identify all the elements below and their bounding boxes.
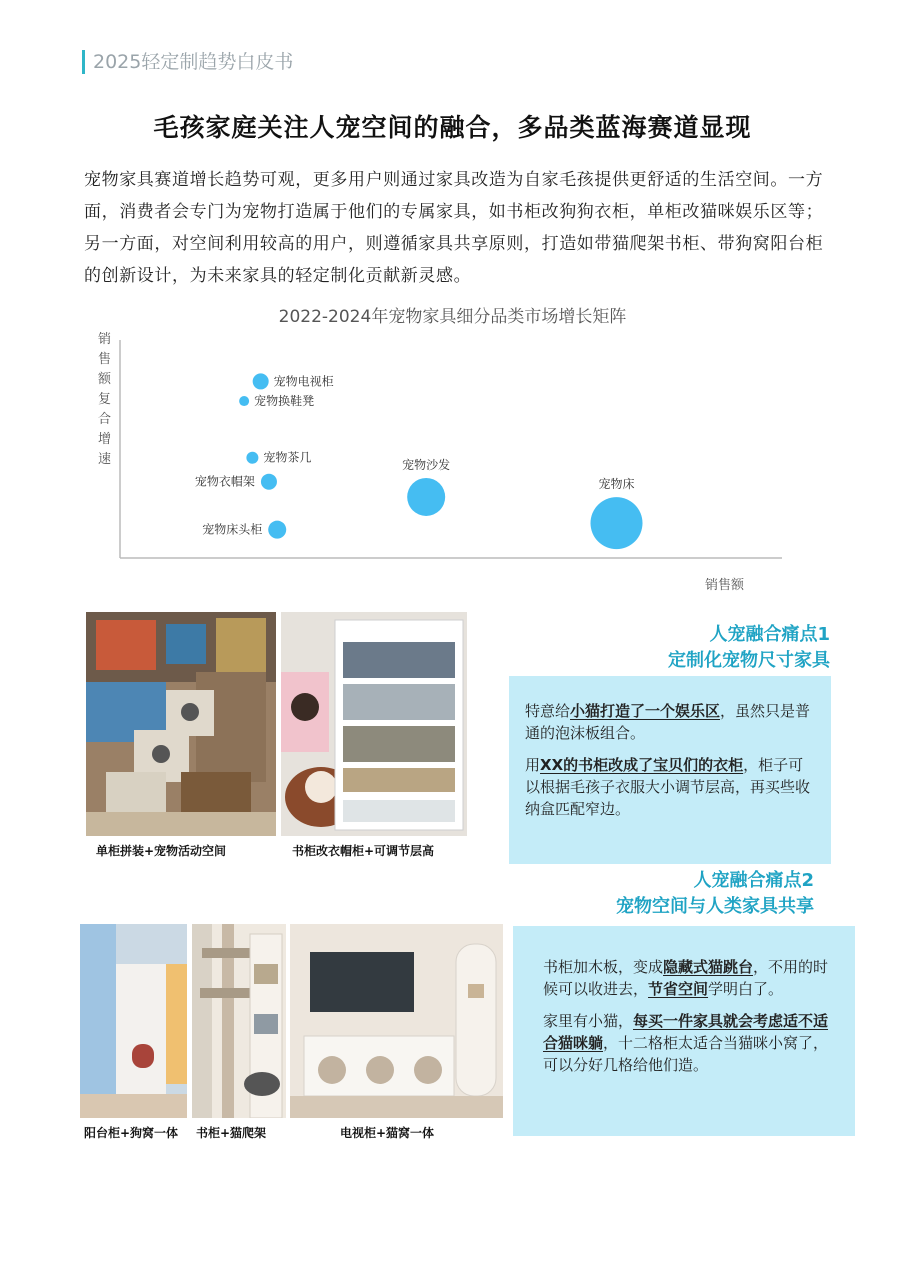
- chart-point: [591, 497, 643, 549]
- pain-point-1-heading: [560, 622, 830, 674]
- pain-point-1-title: 人宠融合痛点1: [709, 624, 830, 645]
- chart-point: [246, 452, 258, 464]
- pain-point-2-heading: [540, 868, 814, 920]
- chart-point: [407, 478, 445, 516]
- pain-point-1-quotes: [509, 676, 831, 864]
- photo-caption: 电视柜+猫窝一体: [340, 1126, 435, 1140]
- quote: 特意给小猫打造了一个娱乐区，虽然只是普通的泡沫板组合。: [525, 702, 811, 742]
- chart-point: [253, 373, 269, 389]
- chart-point-label: 宠物茶几: [263, 450, 312, 465]
- chart-point-label: 宠物衣帽架: [194, 474, 255, 489]
- chart-point-label: 宠物沙发: [402, 457, 451, 472]
- quote: 书柜加木板，变成隐藏式猫跳台，不用的时候可以收进去，节省空间学明白了。: [543, 958, 829, 998]
- chart-title: 2022-2024年宠物家具细分品类市场增长矩阵: [278, 307, 627, 327]
- photo-cat-play-cabinet: [86, 612, 276, 836]
- chart-y-axis-label: 销售额复合增速: [98, 332, 112, 467]
- photo-caption: 书柜改衣帽柜+可调节层高: [292, 844, 435, 858]
- chart-x-axis-label: 销售额: [705, 578, 745, 593]
- photo-bookshelf-cat-tree: [192, 924, 286, 1118]
- photo-pet-wardrobe: [281, 612, 467, 836]
- document-header-tag: 2025轻定制趋势白皮书: [82, 50, 293, 74]
- chart-point-label: 宠物电视柜: [273, 374, 334, 389]
- chart-point: [268, 521, 286, 539]
- chart-point-label: 宠物换鞋凳: [254, 394, 315, 409]
- photo-balcony-dog-cabinet: [80, 924, 187, 1118]
- pain-point-2-title: 人宠融合痛点2: [693, 870, 814, 891]
- chart-point-label: 宠物床: [598, 477, 635, 492]
- market-growth-scatter-chart: [0, 320, 905, 590]
- page-title: 毛孩家庭关注人宠空间的融合，多品类蓝海赛道显现: [153, 113, 752, 142]
- photo-tv-cabinet-cat-nest: [290, 924, 503, 1118]
- quote: 家里有小猫，每买一件家具就会考虑适不适合猫咪躺，十二格柜太适合当猫咪小窝了，可以分好几格给他们造。: [543, 1012, 829, 1074]
- pain-point-1-subtitle: 定制化宠物尺寸家具: [668, 650, 830, 671]
- chart-point: [239, 396, 249, 406]
- photo-caption: 阳台柜+狗窝一体: [84, 1126, 179, 1140]
- quote: 用XX的书柜改成了宝贝们的衣柜，柜子可以根据毛孩子衣服大小调节层高，再买些收纳盒匹配窄边。: [525, 756, 811, 818]
- intro-paragraph: 宠物家具赛道增长趋势可观，更多用户则通过家具改造为自家毛孩提供更舒适的生活空间。一方面，消费者会专门为宠物打造属于他们的专属家具，如书柜改狗狗衣柜，单柜改猫咪娱乐区等；另一方面，对空间利用较高的用户，则遵循家具共享原则，打造如带猫爬架书柜、带狗窝阳台柜的创新设计，为未来家具的轻定制化贡献新灵感。: [84, 170, 824, 286]
- chart-point: [261, 474, 277, 490]
- pain-point-2-subtitle: 宠物空间与人类家具共享: [616, 896, 814, 917]
- chart-point-label: 宠物床头柜: [202, 522, 263, 537]
- photo-caption: 单柜拼装+宠物活动空间: [96, 844, 227, 858]
- photo-caption: 书柜+猫爬架: [196, 1126, 267, 1140]
- pain-point-2-quotes: [513, 926, 855, 1136]
